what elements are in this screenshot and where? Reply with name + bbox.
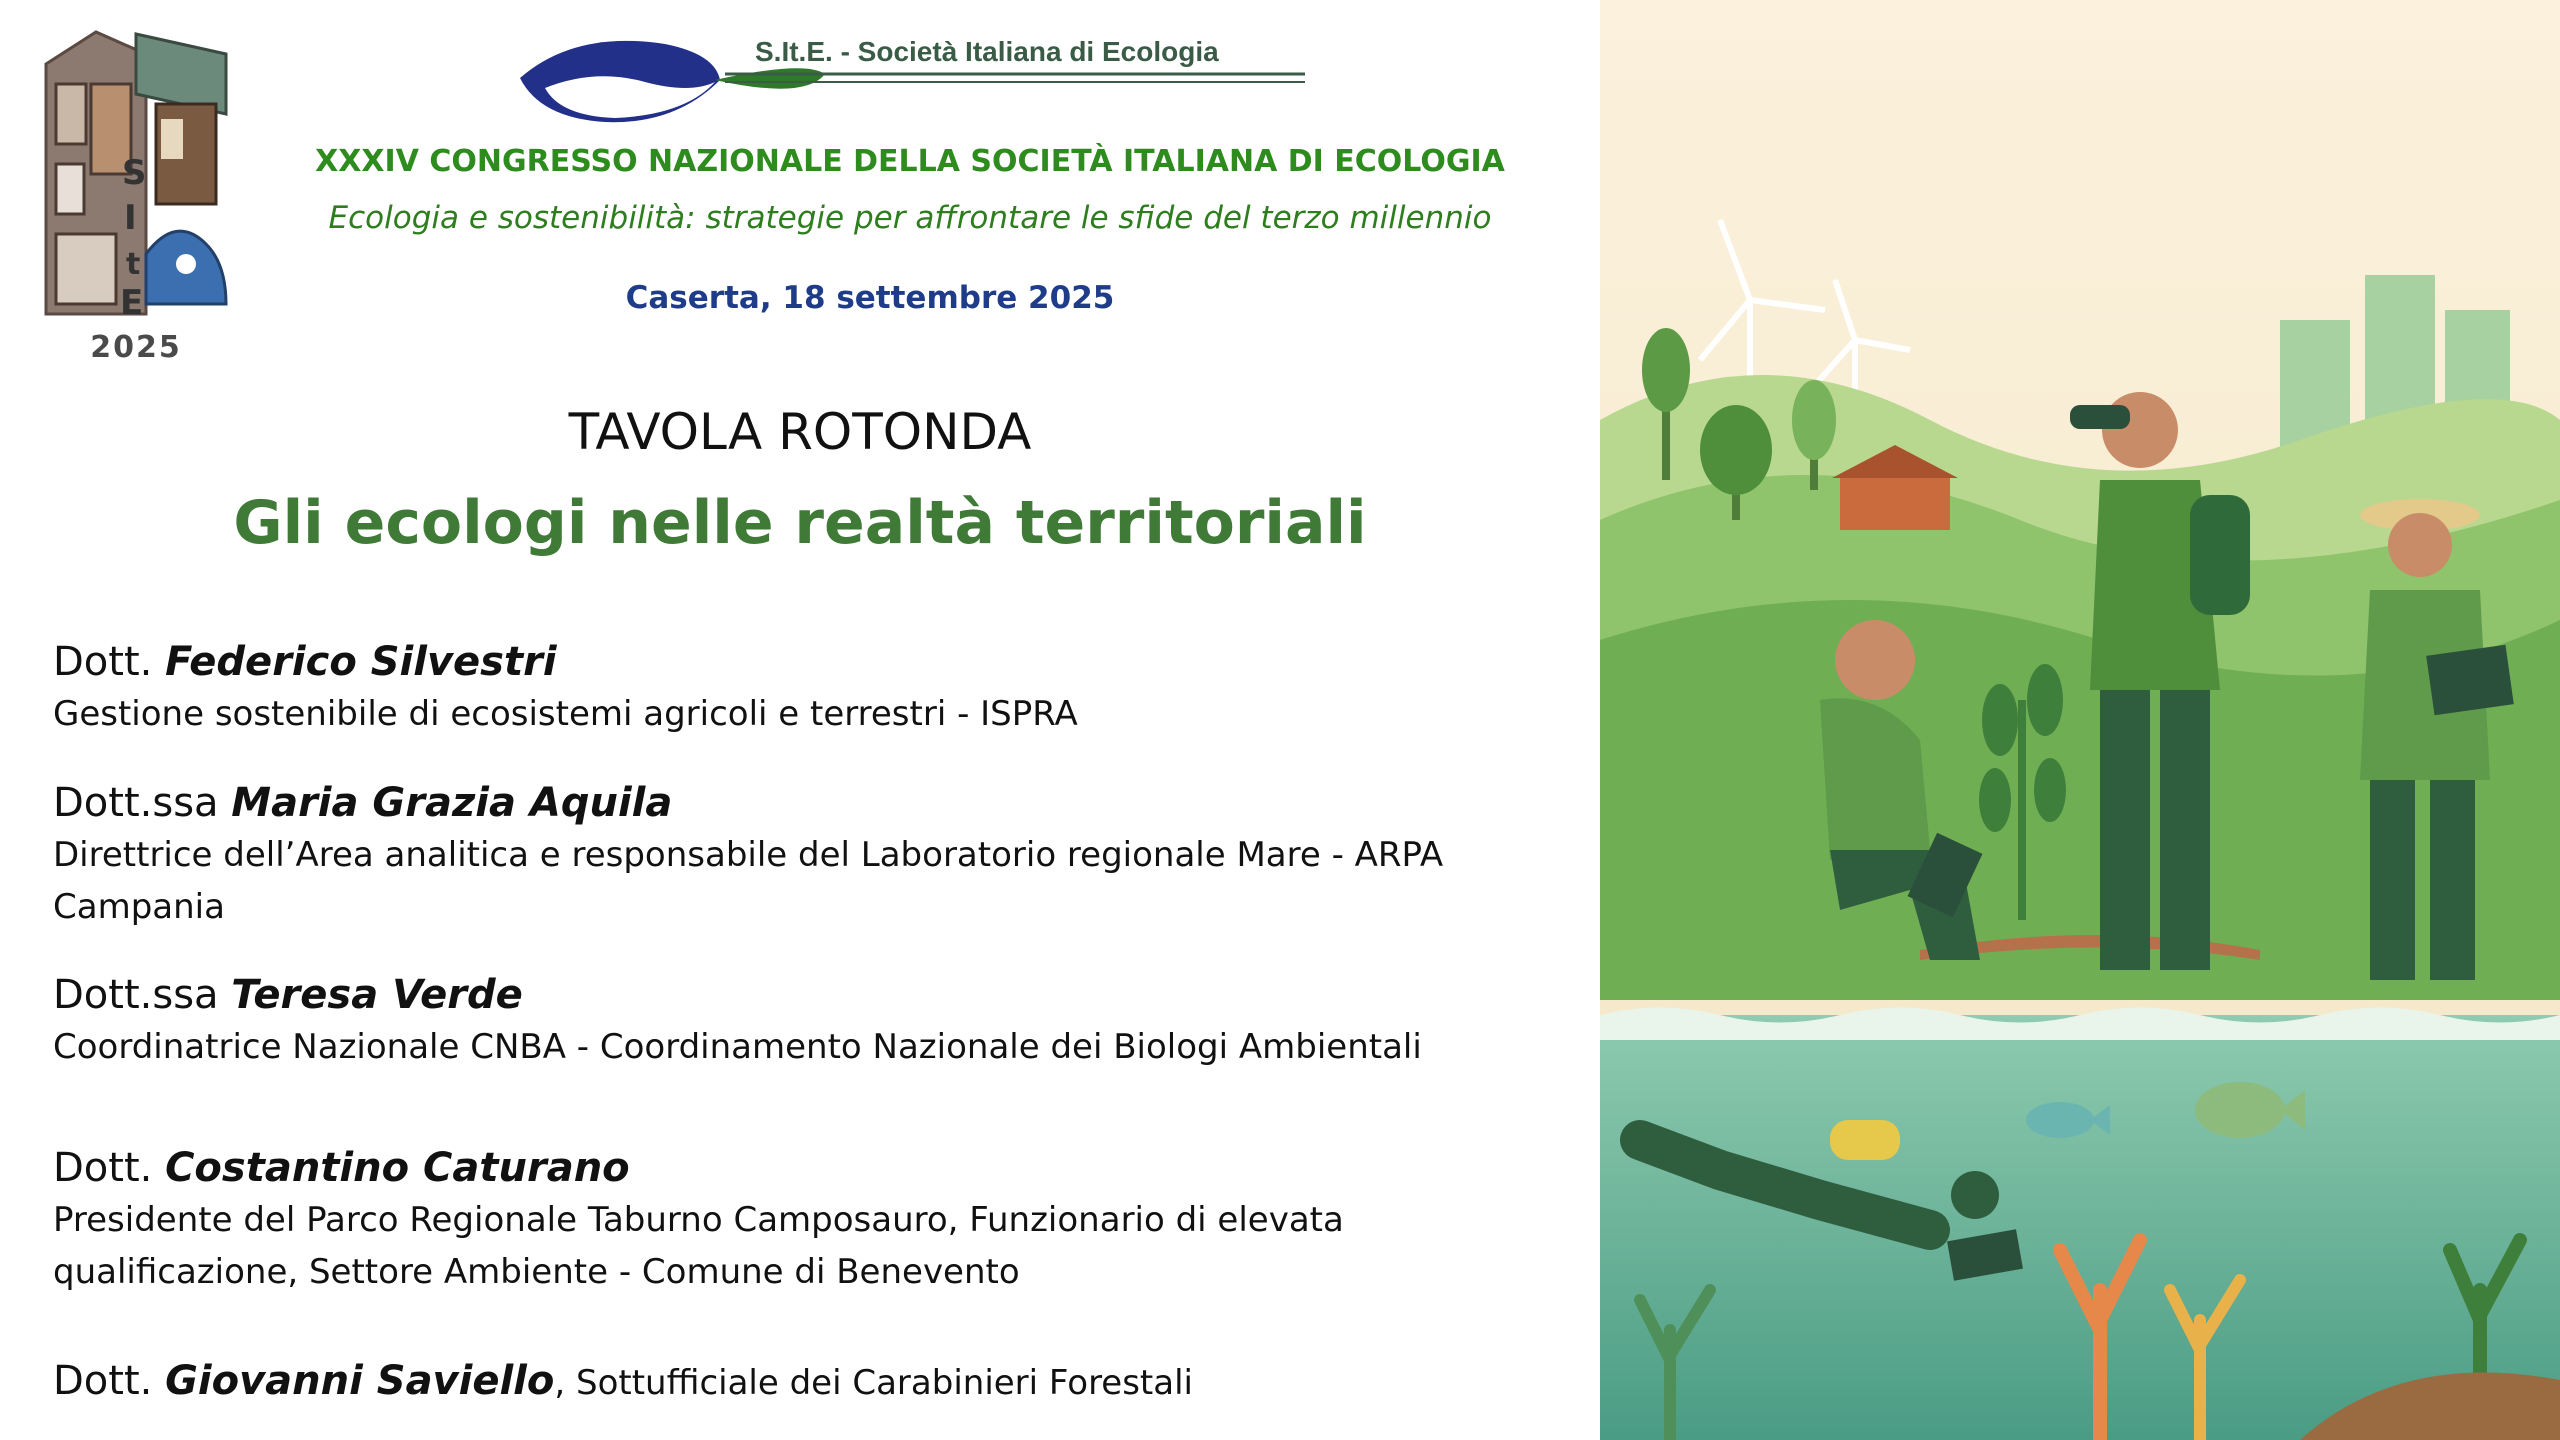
speaker-name-line bbox=[53, 777, 1553, 829]
ecology-illustration-panel bbox=[1600, 0, 2560, 1440]
site-letter-t: t bbox=[126, 247, 141, 282]
speaker-name: Teresa Verde bbox=[231, 972, 523, 1018]
speaker-name-line bbox=[53, 636, 1553, 688]
speaker-name-line bbox=[53, 1355, 1553, 1409]
speaker-name: Federico Silvestri bbox=[165, 639, 557, 685]
speaker-name: Maria Grazia Aquila bbox=[231, 780, 673, 826]
speaker-name: Costantino Caturano bbox=[165, 1145, 630, 1191]
round-table-label: TAVOLA ROTONDA bbox=[568, 403, 1032, 461]
speaker-giovanni-saviello bbox=[53, 1355, 1553, 1409]
speaker-name-line bbox=[53, 969, 1553, 1021]
speaker-role: Direttrice dell’Area analitica e responsabile del Laboratorio regionale Mare - ARPA bbox=[53, 835, 1444, 875]
speaker-role-continued: Campania bbox=[53, 887, 225, 927]
event-location-date: Caserta, 18 settembre 2025 bbox=[625, 280, 1115, 316]
speaker-name-line bbox=[53, 1142, 1553, 1194]
round-table-title: Gli ecologi nelle realtà territoriali bbox=[233, 488, 1367, 558]
speaker-maria-grazia-aquila bbox=[53, 777, 1553, 933]
site-letter-i: I bbox=[124, 198, 137, 238]
site-letter-e: E bbox=[120, 283, 144, 323]
speaker-role: Presidente del Parco Regionale Taburno Camposauro, Funzionario di elevata bbox=[53, 1200, 1344, 1240]
speaker-name: Giovanni Saviello bbox=[165, 1358, 555, 1404]
speaker-federico-silvestri bbox=[53, 636, 1553, 740]
speaker-costantino-caturano bbox=[53, 1142, 1553, 1298]
speaker-role: Coordinatrice Nazionale CNBA - Coordinamento Nazionale dei Biologi Ambientali bbox=[53, 1027, 1422, 1067]
site-letter-s: S bbox=[122, 153, 147, 193]
speaker-role-continued: qualificazione, Settore Ambiente - Comune di Benevento bbox=[53, 1252, 1020, 1292]
speaker-teresa-verde bbox=[53, 969, 1553, 1073]
ecology-illustration bbox=[1600, 0, 2560, 1440]
society-name: S.It.E. - Società Italiana di Ecologia bbox=[755, 36, 1219, 67]
speaker-role: Gestione sostenibile di ecosistemi agricoli e terrestri - ISPRA bbox=[53, 694, 1078, 734]
speaker-title: Dott.ssa bbox=[53, 972, 219, 1018]
speaker-title: Dott.ssa bbox=[53, 780, 219, 826]
site-logo-year: 2025 bbox=[90, 330, 182, 365]
congress-title: XXXIV CONGRESSO NAZIONALE DELLA SOCIETÀ ITALIANA DI ECOLOGIA bbox=[315, 144, 1505, 179]
congress-theme: Ecologia e sostenibilità: strategie per affrontare le sfide del terzo millennio bbox=[328, 200, 1492, 236]
speaker-title: Dott. bbox=[53, 1145, 153, 1191]
speaker-title: Dott. bbox=[53, 1358, 153, 1404]
speaker-title: Dott. bbox=[53, 639, 153, 685]
speaker-role: , Sottufficiale dei Carabinieri Forestali bbox=[554, 1363, 1193, 1403]
